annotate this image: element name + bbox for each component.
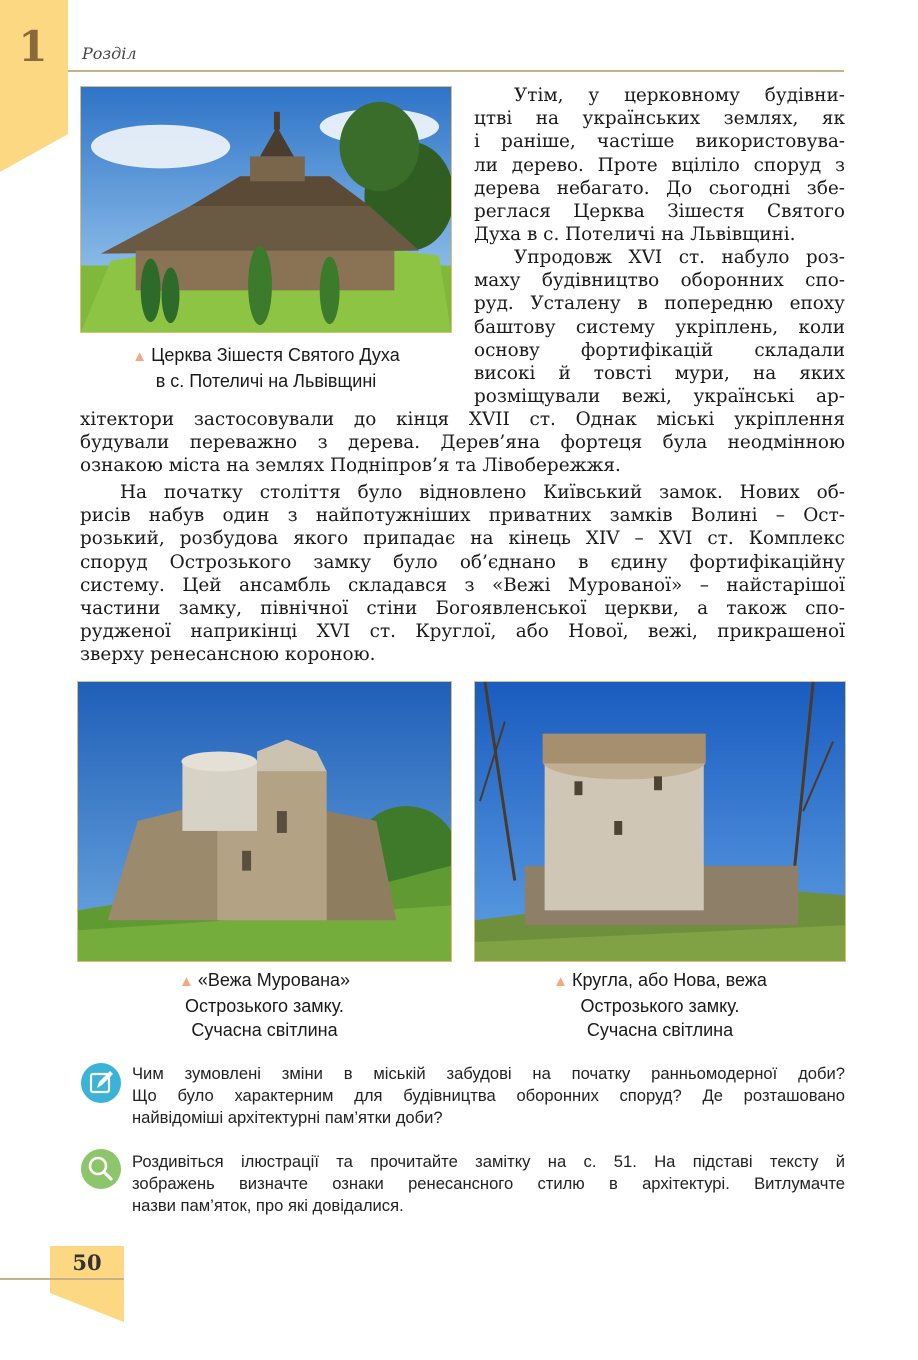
pencil-icon <box>80 1062 122 1104</box>
magnifier-icon <box>80 1148 122 1190</box>
triangle-icon: ▲ <box>553 973 568 990</box>
section-label: Розділ <box>82 44 137 63</box>
murovana-tower-photo <box>77 681 452 962</box>
questions-text: Чим зумовлені зміни в міській забудові на початку ранньомодерної доби? Що було характерним для будівництва оборонних споруд? Де розташовано найвідоміші архітектурні пам’ятки доби? <box>132 1064 845 1127</box>
church-photo <box>80 86 452 333</box>
page-number: 50 <box>72 1250 102 1275</box>
header-divider <box>68 70 844 72</box>
round-tower-caption: ▲ Кругла, або Нова, вежа Острозького замку. Сучасна світлина <box>553 970 767 1040</box>
murovana-tower-caption: ▲ «Вежа Мурована» Острозького замку. Сучасна світлина <box>178 970 351 1040</box>
chapter-number: 1 <box>18 22 48 71</box>
church-caption: ▲ Церква Зішестя Святого Духа в с. Потеличі на Львівщині <box>132 345 400 391</box>
paragraph-wooden-churches: Утім, у церковному будівни- цтві на українських землях, як і раніше, частіше використовува- ли дерево. Проте вціліло споруд з дерева небагато. До сьогодні збе- реглася Церква Зішестя Святого Духа в с. Потеличі на Львівщині. <box>474 85 845 246</box>
paragraph-fortifications-start: Упродовж XVI ст. набуло роз- маху будівництво оборонних спо- руд. Усталену в попередню епоху баштову систему укріплень, коли основу фортифікацій складали високі й товсті мури, на яких розміщували вежі, українські ар- <box>474 247 845 408</box>
triangle-icon: ▲ <box>132 348 148 365</box>
assignment-text: Роздивіться ілюстрації та прочитайте замітку на с. 51. На підставі тексту й зображень визначте ознаки ренесансного стилю в архітектурі. Витлумачте назви пам’яток, про які довідалися. <box>132 1152 845 1215</box>
round-tower-photo <box>474 681 846 962</box>
footer-divider <box>0 1278 124 1280</box>
paragraph-fortifications-end: хітектори застосовували до кінця XVII ст. Однак міські укріплення будували переважно з дерева. Дерев’яна фортеця була неодмінною ознакою міста на землях Подніпров’я та Лівобережжя. <box>80 409 845 477</box>
paragraph-ostroh-castle: На початку століття було відновлено Київський замок. Нових об- рисів набув один з найпотужніших приватних замків Волині – Ост- розький, розбудова якого припадає на кінець XIV – XVI ст. Комплекс споруд Острозького замку було об’єднано в єдину фортифікаційну систему. Цей ансамбль складався з «Вежі Мурованої» – найстарішої частини замку, північної стіни Богоявленської церкви, а також спо- рудженої наприкінці XVI ст. Круглої, або Нової, вежі, прикрашеної зверху ренесансною короною. <box>80 482 845 666</box>
triangle-icon: ▲ <box>178 973 194 990</box>
